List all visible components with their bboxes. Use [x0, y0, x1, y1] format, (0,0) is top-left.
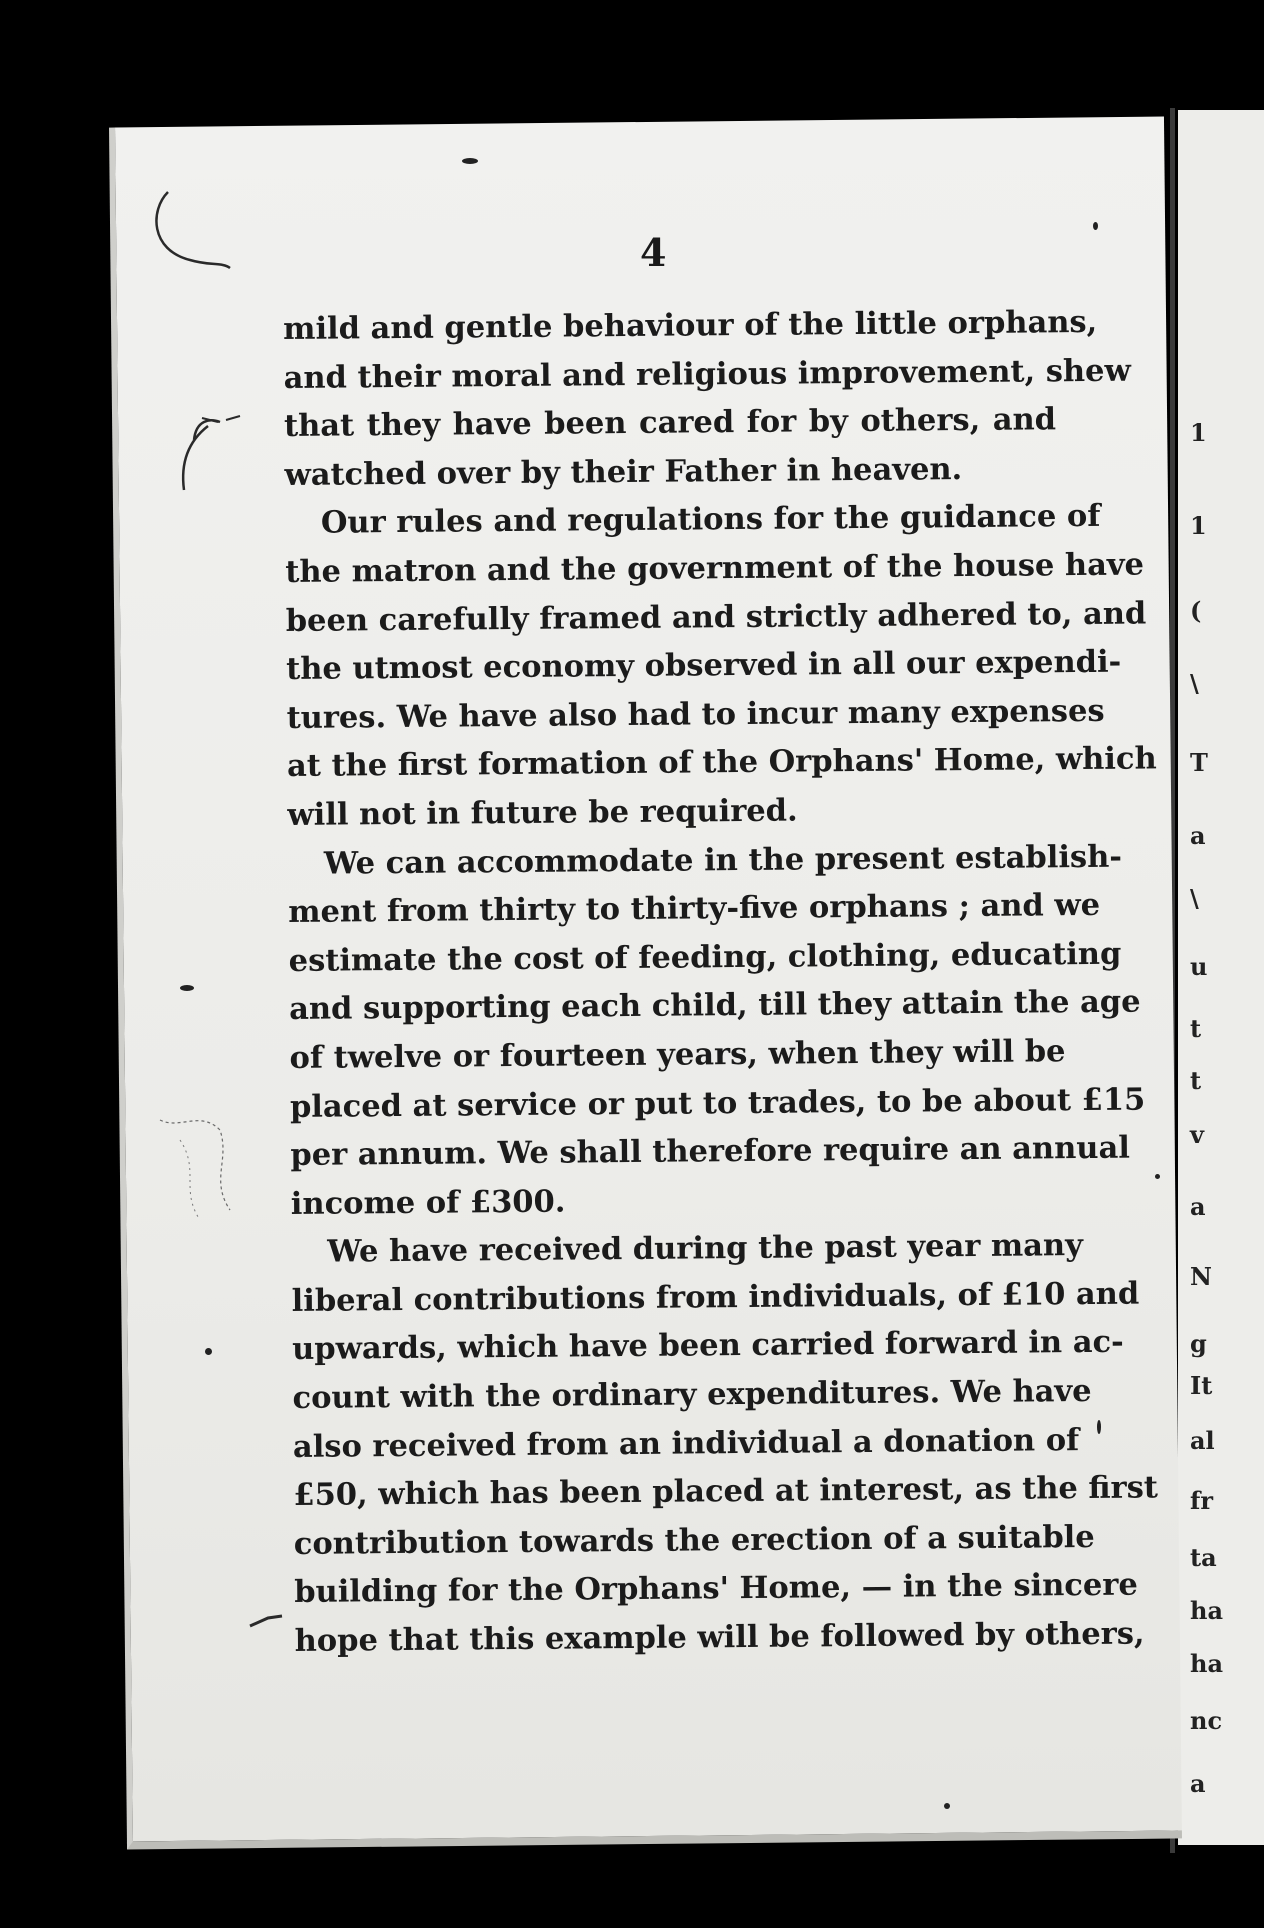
text-line: estimate the cost of feeding, clothing, educating	[288, 935, 1122, 979]
facing-page-fragment: v	[1190, 1120, 1204, 1149]
facing-page-fragment: u	[1190, 952, 1208, 981]
text-line: the matron and the government of the house have	[285, 546, 1145, 590]
text-line: watched over by their Father in heaven.	[284, 450, 963, 493]
text-line: of twelve or fourteen years, when they will be	[289, 1033, 1066, 1076]
text-line: at the first formation of the Orphans' Home, which	[286, 740, 1157, 785]
text-line: contribution towards the erection of a suitable	[293, 1518, 1095, 1562]
ink-speck	[462, 158, 478, 164]
text-line: count with the ordinary expenditures. We have	[292, 1373, 1092, 1417]
text-line: upwards, which have been carried forward in ac-	[291, 1324, 1124, 1368]
facing-page-fragment: nc	[1190, 1706, 1223, 1735]
text-line: We can accommodate in the present establish-	[323, 838, 1123, 882]
margin-pen-marks	[150, 190, 280, 550]
ink-speck	[205, 1348, 212, 1355]
text-line: liberal contributions from individuals, of £10 and	[291, 1275, 1140, 1319]
text-line: per annum. We shall therefore require an annual	[290, 1129, 1130, 1174]
text-line: ment from thirty to thirty-five orphans ; and we	[288, 887, 1101, 931]
text-line: £50, which has been placed at interest, as the first	[293, 1469, 1159, 1514]
text-line: placed at service or put to trades, to be about £15	[289, 1081, 1146, 1125]
text-line: will not in future be required.	[287, 792, 798, 833]
text-line: also received from an individual a donation of	[292, 1421, 1080, 1465]
facing-page-fragment: T	[1190, 748, 1208, 777]
text-line: and supporting each child, till they attain the age	[288, 983, 1141, 1028]
facing-page-fragment: g	[1190, 1329, 1207, 1358]
paragraph	[283, 298, 1131, 499]
facing-page-edge	[1178, 110, 1264, 1845]
facing-page-fragment: a	[1190, 1769, 1206, 1798]
facing-page-fragment: al	[1190, 1426, 1215, 1455]
facing-page-fragment: t	[1190, 1066, 1202, 1095]
text-line: income of £300.	[290, 1183, 566, 1222]
ink-speck	[1093, 222, 1098, 230]
ink-speck	[944, 1803, 950, 1809]
ink-speck	[180, 985, 194, 991]
paragraph	[288, 833, 1146, 1228]
facing-page-fragment: 1	[1190, 511, 1207, 540]
paragraph	[291, 1222, 1159, 1666]
facing-page-fragment: ha	[1190, 1649, 1223, 1678]
facing-page-fragment: 1	[1190, 418, 1207, 447]
text-line: We have received during the past year many	[327, 1227, 1084, 1270]
facing-page-fragment: t	[1190, 1014, 1202, 1043]
facing-page-fragment: ha	[1190, 1596, 1223, 1625]
text-line: Our rules and regulations for the guidance of	[320, 498, 1101, 542]
facing-page-fragment: fr	[1190, 1486, 1213, 1515]
margin-tick-mark	[248, 1610, 288, 1630]
paragraph	[285, 493, 1157, 840]
text-line: tures. We have also had to incur many expenses	[286, 692, 1105, 736]
facing-page-fragment: a	[1190, 821, 1206, 850]
margin-smudge	[140, 1100, 280, 1240]
facing-page-fragment: (	[1190, 596, 1202, 625]
page-number: 4	[640, 230, 667, 275]
facing-page-fragments	[1186, 110, 1264, 1845]
text-line: building for the Orphans' Home, — in the sincere	[294, 1567, 1138, 1611]
facing-page-fragment: N	[1190, 1262, 1212, 1291]
body-text	[283, 298, 1159, 1665]
text-line: the utmost economy observed in all our expendi-	[286, 643, 1122, 688]
text-line: that they have been cared for by others, and	[283, 401, 1057, 445]
text-line: been carefully framed and strictly adhered to, and	[285, 595, 1147, 639]
facing-page-fragment: \	[1190, 669, 1199, 698]
facing-page-fragment: a	[1190, 1192, 1206, 1221]
text-line: and their moral and religious improvement, shew	[283, 352, 1131, 396]
text-line: mild and gentle behaviour of the little orphans,	[283, 303, 1098, 347]
text-line: hope that this example will be followed by others,	[294, 1615, 1145, 1659]
facing-page-fragment: ta	[1190, 1543, 1217, 1572]
ink-speck	[1155, 1174, 1160, 1179]
ink-speck	[1097, 1420, 1101, 1434]
facing-page-fragment: \	[1190, 884, 1199, 913]
facing-page-fragment: It	[1190, 1371, 1213, 1400]
